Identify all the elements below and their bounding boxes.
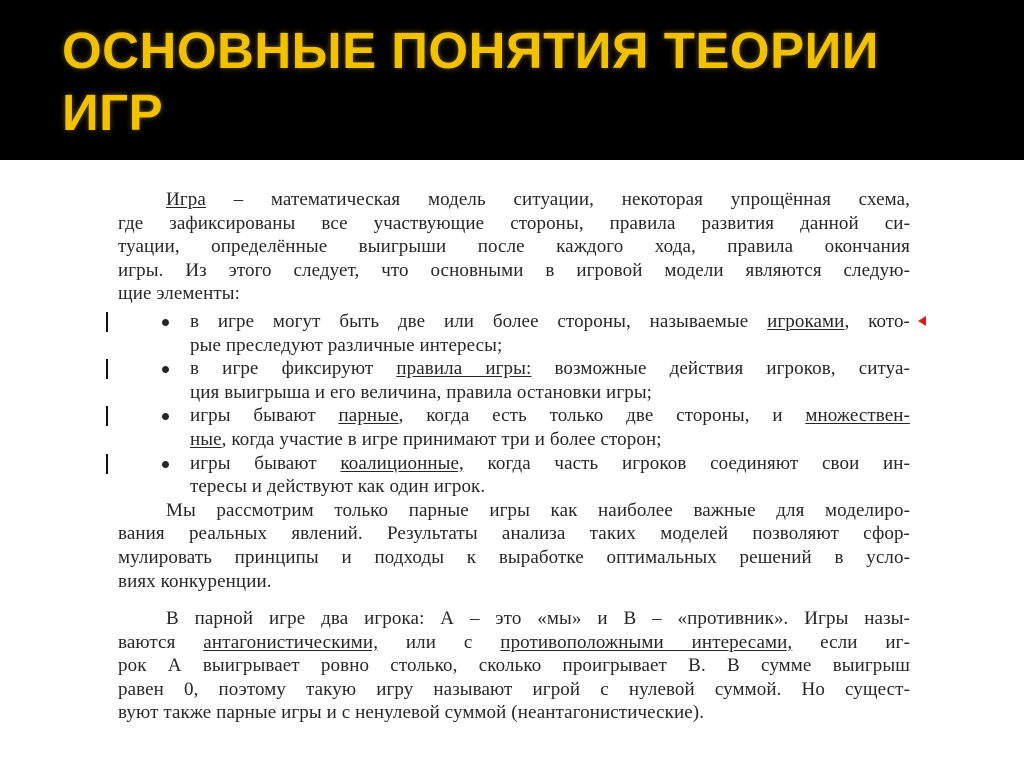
list-item: в игре могут быть две или более стороны, называемые игроками, кото- рые преследуют различные интересы;: [118, 310, 910, 357]
text-line: виях конкуренции.: [118, 570, 272, 592]
list-item: в игре фиксируют правила игры: возможные действия игроков, ситуа- ция выигрыша и его величина, правила остановки игры;: [118, 357, 910, 404]
paragraph-antagonistic: [118, 607, 910, 725]
margin-bar-mark: [106, 359, 108, 379]
list-item: игры бывают парные, когда есть только две стороны, и множествен- ные, когда участие в игре принимают три и более сторон;: [118, 404, 910, 451]
text-line: где зафиксированы все участвующие стороны, правила развития данной си-: [118, 212, 910, 234]
title-line-2: ИГР: [62, 84, 164, 141]
slide-header: [0, 0, 1024, 160]
text-line: вания реальных явлений. Результаты анализа таких моделей позволяют сфор-: [118, 523, 910, 545]
slide-title: [62, 20, 879, 144]
bullet-dot-icon: [162, 319, 169, 326]
red-arrow-mark-icon: [918, 316, 926, 326]
intro-paragraph: [118, 188, 910, 306]
text-line: игры. Из этого следует, что основными в игровой модели являются следую-: [118, 259, 910, 281]
text-line: щие элементы:: [118, 283, 240, 305]
bullet-dot-icon: [162, 413, 169, 420]
text-line: Игра – математическая модель ситуации, некоторая упрощённая схема,: [166, 189, 910, 210]
text-line: мулировать принципы и подходы к выработке оптимальных решений в усло-: [118, 546, 910, 568]
elements-list: [118, 310, 910, 499]
text-line: В парной игре два игрока: А – это «мы» и В – «противник». Игры назы-: [166, 608, 910, 630]
margin-bar-mark: [106, 312, 108, 332]
bullet-dot-icon: [162, 366, 169, 373]
text-line: рок А выигрывает ровно столько, сколько проигрывает В. В сумме выигрыш: [118, 655, 910, 677]
margin-bar-mark: [106, 406, 108, 426]
term-igra: Игра: [166, 189, 206, 210]
text-line: ваются антагонистическими, или с противоположными интересами, если иг-: [118, 631, 911, 653]
paragraph-pair-games: [118, 499, 910, 593]
list-item: игры бывают коалиционные, когда часть игроков соединяют свои ин- тересы и действуют как один игрок.: [118, 452, 910, 499]
text-line: равен 0, поэтому такую игру называют игрой с нулевой суммой. Но сущест-: [118, 678, 910, 700]
scanned-text: [118, 188, 910, 725]
text-line: вуют также парные игры и с ненулевой суммой (неантагонистические).: [118, 702, 705, 724]
title-line-1: ОСНОВНЫЕ ПОНЯТИЯ ТЕОРИИ: [62, 22, 879, 79]
text-line: туации, определённые выигрыши после каждого хода, правила окончания: [118, 236, 910, 258]
text-line: Мы рассмотрим только парные игры как наиболее важные для моделиро-: [166, 499, 910, 521]
bullet-dot-icon: [162, 461, 169, 468]
margin-bar-mark: [106, 454, 108, 474]
